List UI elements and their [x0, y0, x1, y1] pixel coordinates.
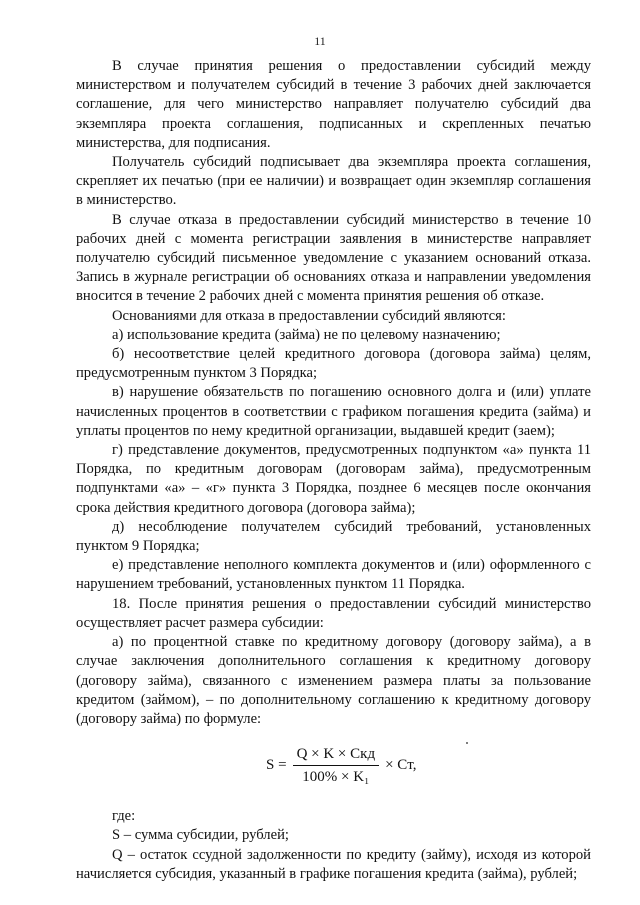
list-item: б) несоответствие целей кредитного договора (договора займа) целям, предусмотренным пунктом 3 Порядка;: [76, 346, 591, 382]
scan-speck: [466, 742, 468, 744]
paragraph: В случае отказа в предоставлении субсидий министерство в течение 10 рабочих дней с момента регистрации заявления в министерстве направляет получателю субсидий письменное уведомление с указанием оснований отказа. Запись в журнале регистрации об основаниях отказа и направлении уведомления вносится в течение 2 рабочих дней с момента принятия решения об отказе.: [76, 211, 591, 305]
definition-item: Q – остаток ссудной задолженности по кредиту (займу), исходя из которой начисляется субсидия, указанный в графике погашения кредита (займа), рублей;: [76, 846, 591, 882]
page-number: 11: [314, 34, 326, 48]
formula-numerator: Q × K × Cкд: [293, 745, 380, 766]
paragraph: Получатель субсидий подписывает два экземпляра проекта соглашения, скрепляет их печатью (при ее наличии) и возвращает один экземпляр соглашения в министерство.: [76, 154, 591, 209]
paragraph: В случае принятия решения о предоставлении субсидий между министерством и получателем субсидий в течение 3 рабочих дней заключается соглашение, для чего министерство направляет получателю субсидий два экземпляра проекта соглашения, подписанных и скрепленных печатью министерства, для подписания.: [76, 58, 591, 151]
list-item: а) использование кредита (займа) не по целевому назначению;: [112, 326, 501, 343]
formula-lhs: S =: [266, 757, 287, 773]
formula-fraction: [293, 745, 380, 786]
paragraph: где:: [112, 808, 136, 825]
document-body: [76, 57, 591, 884]
list-item: е) представление неполного комплекта документов и (или) оформленного с нарушением требований, установленных пунктом 11 Порядка.: [76, 557, 591, 593]
formula-rhs: × Cт,: [385, 757, 417, 773]
list-item: в) нарушение обязательств по погашению основного долга и (или) уплате начисленных процентов в соответствии с графиком погашения кредита (займа) и уплаты процентов по нему кредитной организации, выдавшей кредит (заем);: [76, 384, 591, 439]
list-item: г) представление документов, предусмотренных подпунктом «а» пункта 11 Порядка, по кредитным договорам (договорам займа), предусмотренным подпунктами «а» – «г» пункта 3 Порядка, позднее 6 месяцев после окончания срока действия кредитного договора (договора займа);: [76, 442, 591, 516]
list-item: а) по процентной ставке по кредитному договору (договору займа), а в случае заключения дополнительного соглашения к кредитному договору (договору займа), связанного с изменением размера платы за пользование кредитом (займом), – по дополнительному соглашению к кредитному договору (договору займа) по формуле:: [76, 634, 591, 727]
list-item: д) несоблюдение получателем субсидий требований, установленных пунктом 9 Порядка;: [76, 518, 591, 555]
paragraph: Основаниями для отказа в предоставлении субсидий являются:: [112, 307, 506, 324]
definition-item: S – сумма субсидии, рублей;: [112, 827, 289, 844]
formula-denominator: 100% × K₁: [302, 769, 370, 786]
subsidy-formula: [76, 739, 591, 795]
paragraph: 18. После принятия решения о предоставлении субсидий министерство осуществляет расчет размера субсидии:: [76, 595, 591, 631]
